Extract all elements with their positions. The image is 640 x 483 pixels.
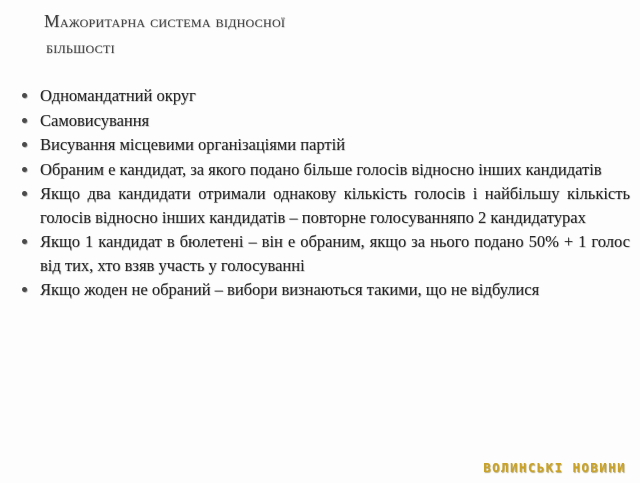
list-item-text: Якщо жоден не обраний – вибори визнаються такими, що не відбулися bbox=[40, 280, 540, 299]
list-item bbox=[14, 278, 630, 302]
list-item bbox=[14, 109, 630, 133]
bullet-dot-icon bbox=[22, 239, 27, 244]
bullet-dot-icon bbox=[22, 118, 27, 123]
list-item bbox=[14, 182, 630, 229]
bullet-list bbox=[14, 84, 630, 303]
bullet-dot-icon bbox=[22, 191, 27, 196]
list-item bbox=[14, 158, 630, 182]
bullet-dot-icon bbox=[22, 93, 27, 98]
bullet-dot-icon bbox=[22, 287, 27, 292]
list-item-text: Самовисування bbox=[40, 110, 150, 130]
list-item-text: Якщо 1 кандидат в бюлетені – він е обраним, якщо за нього подано 50% + 1 голос від тих, хто взяв участь у голосуванні bbox=[40, 232, 630, 275]
watermark: ВОЛИНСЬКІ НОВИНИ bbox=[483, 460, 626, 475]
list-item bbox=[14, 230, 630, 277]
list-item-text: Одномандатний округ bbox=[40, 86, 196, 105]
page-title bbox=[44, 8, 564, 60]
list-item-text: Висування місцевими організаціями партій bbox=[40, 135, 346, 154]
page-title-line-1: Мажоритарна система відносної bbox=[44, 11, 286, 31]
list-item bbox=[14, 133, 630, 157]
list-item bbox=[14, 84, 630, 108]
list-item-text: Якщо два кандидати отримали однакову кількість голосів і найбільшу кількість голосів відносно інших кандидатів – повторне голосуванняпо 2 кандидатурах bbox=[40, 184, 630, 227]
list-item-text: Обраним е кандидат, за якого подано більше голосів відносно інших кандидатів bbox=[40, 159, 602, 179]
bullet-dot-icon bbox=[22, 142, 27, 147]
bullet-dot-icon bbox=[22, 167, 27, 172]
page-title-line-2: більшості bbox=[46, 37, 115, 57]
